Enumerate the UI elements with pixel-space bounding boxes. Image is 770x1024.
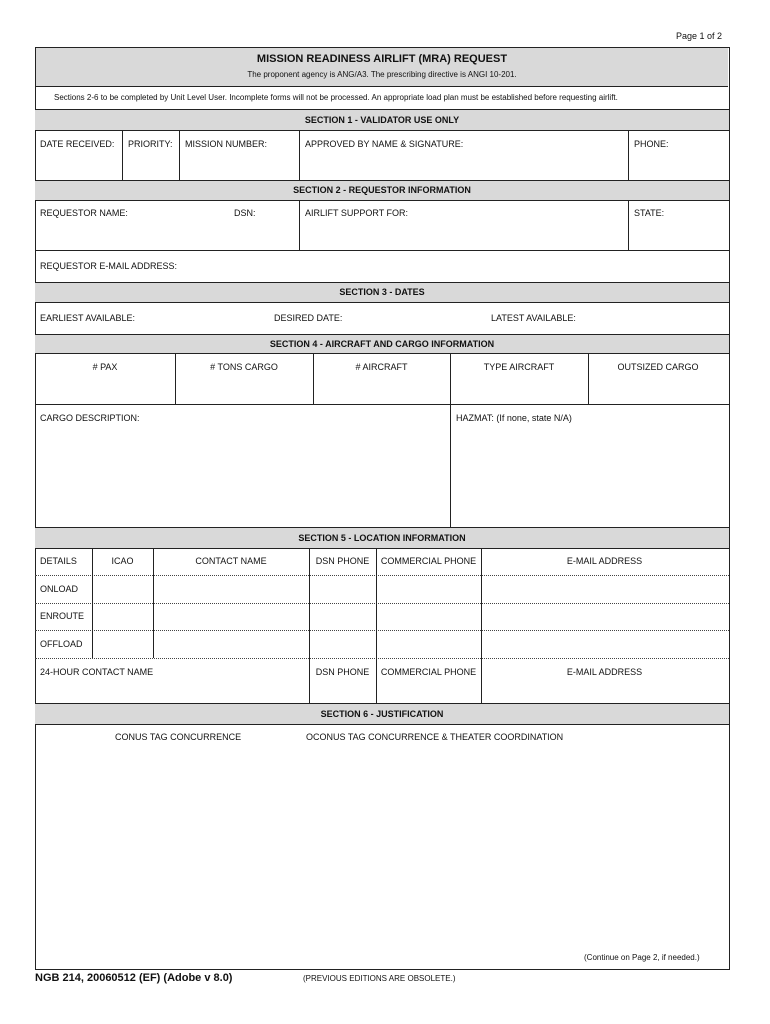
contact-commercial-field[interactable] <box>378 680 483 702</box>
contact-24h-label: 24-HOUR CONTACT NAME <box>40 667 154 677</box>
row-onload-label: ONLOAD <box>40 584 79 594</box>
contact-dsn-field[interactable] <box>311 680 378 702</box>
dsn-field[interactable] <box>232 220 300 248</box>
airlift-support-field[interactable] <box>302 220 630 248</box>
oconus-tag-label: OCONUS TAG CONCURRENCE & THEATER COORDINATION <box>306 732 564 742</box>
contact-dsn-label: DSN PHONE <box>315 667 370 677</box>
section-6-header <box>35 703 729 725</box>
cargo-description-field[interactable] <box>38 428 450 527</box>
hazmat-field[interactable] <box>454 428 728 527</box>
state-field[interactable] <box>631 220 730 248</box>
continue-note: (Continue on Page 2, if needed.) <box>584 953 700 962</box>
onload-commercial-field[interactable] <box>378 578 483 602</box>
enroute-icao-field[interactable] <box>94 606 155 630</box>
requestor-email-field[interactable] <box>180 256 729 280</box>
section-3-header <box>35 282 729 303</box>
earliest-available-field[interactable] <box>140 309 264 329</box>
section-6-title: SECTION 6 - JUSTIFICATION <box>320 709 444 719</box>
dsn-label: DSN: <box>234 208 256 218</box>
contact-24h-field[interactable] <box>38 680 310 702</box>
onload-email-field[interactable] <box>483 578 729 602</box>
col-dsn-phone: DSN PHONE <box>315 556 370 566</box>
desired-date-label: DESIRED DATE: <box>274 313 343 323</box>
section-5-header <box>35 527 729 549</box>
aircraft-count-label: # AIRCRAFT <box>355 362 408 372</box>
date-received-field[interactable] <box>38 152 124 178</box>
date-received-label: DATE RECEIVED: <box>40 139 115 149</box>
form-id: NGB 214, 20060512 (EF) (Adobe v 8.0) <box>35 972 233 984</box>
latest-available-label: LATEST AVAILABLE: <box>491 313 576 323</box>
type-aircraft-field[interactable] <box>453 376 589 402</box>
offload-commercial-field[interactable] <box>378 633 483 657</box>
section-3-title: SECTION 3 - DATES <box>339 287 425 297</box>
col-commercial-phone: COMMERCIAL PHONE <box>380 556 477 566</box>
section-4-header <box>35 334 729 354</box>
offload-contact-field[interactable] <box>155 633 311 657</box>
mission-number-label: MISSION NUMBER: <box>185 139 268 149</box>
onload-icao-field[interactable] <box>94 578 155 602</box>
approved-by-field[interactable] <box>302 152 630 178</box>
hazmat-label: HAZMAT: (If none, state N/A) <box>456 413 572 423</box>
row-offload-label: OFFLOAD <box>40 639 83 649</box>
pax-label: # PAX <box>92 362 118 372</box>
contact-email-field[interactable] <box>483 680 729 702</box>
col-contact-name: CONTACT NAME <box>195 556 267 566</box>
form-subtitle: The proponent agency is ANG/A3. The prescribing directive is ANGI 10-201. <box>247 70 517 79</box>
requestor-name-label: REQUESTOR NAME: <box>40 208 128 218</box>
enroute-commercial-field[interactable] <box>378 606 483 630</box>
tons-cargo-field[interactable] <box>178 376 314 402</box>
col-icao: ICAO <box>111 556 134 566</box>
offload-email-field[interactable] <box>483 633 729 657</box>
onload-dsn-field[interactable] <box>311 578 378 602</box>
contact-commercial-label: COMMERCIAL PHONE <box>380 667 477 677</box>
airlift-support-label: AIRLIFT SUPPORT FOR: <box>305 208 409 218</box>
row-enroute-label: ENROUTE <box>40 611 85 621</box>
obsolete-note: (PREVIOUS EDITIONS ARE OBSOLETE.) <box>303 974 456 983</box>
pax-field[interactable] <box>38 376 176 402</box>
form-instructions: Sections 2-6 to be completed by Unit Level User. Incomplete forms will not be processed. An appropriate load plan must be established before requesting airlift. <box>54 93 618 102</box>
desired-date-field[interactable] <box>345 309 484 329</box>
earliest-available-label: EARLIEST AVAILABLE: <box>40 313 136 323</box>
requestor-email-label: REQUESTOR E-MAIL ADDRESS: <box>40 261 178 271</box>
phone-label: PHONE: <box>634 139 669 149</box>
col-email-address: E-MAIL ADDRESS <box>566 556 643 566</box>
col-details: DETAILS <box>40 556 77 566</box>
section-2-title: SECTION 2 - REQUESTOR INFORMATION <box>293 185 471 195</box>
conus-tag-label: CONUS TAG CONCURRENCE <box>115 732 242 742</box>
tons-cargo-label: # TONS CARGO <box>210 362 278 372</box>
state-label: STATE: <box>634 208 665 218</box>
offload-icao-field[interactable] <box>94 633 155 657</box>
section-4-title: SECTION 4 - AIRCRAFT AND CARGO INFORMATION <box>269 339 495 349</box>
section-5-title: SECTION 5 - LOCATION INFORMATION <box>298 533 466 543</box>
enroute-dsn-field[interactable] <box>311 606 378 630</box>
priority-label: PRIORITY: <box>128 139 173 149</box>
outsized-cargo-field[interactable] <box>591 376 729 402</box>
enroute-contact-field[interactable] <box>155 606 311 630</box>
form-title: MISSION READINESS AIRLIFT (MRA) REQUEST <box>256 53 508 65</box>
contact-email-label: E-MAIL ADDRESS <box>566 667 643 677</box>
form-header <box>36 48 728 87</box>
latest-available-field[interactable] <box>580 309 729 329</box>
type-aircraft-label: TYPE AIRCRAFT <box>483 362 555 372</box>
priority-field[interactable] <box>125 152 181 178</box>
section-1-header <box>35 109 729 131</box>
offload-dsn-field[interactable] <box>311 633 378 657</box>
aircraft-count-field[interactable] <box>316 376 451 402</box>
requestor-name-field[interactable] <box>38 220 232 248</box>
cargo-description-label: CARGO DESCRIPTION: <box>40 413 140 423</box>
outsized-cargo-label: OUTSIZED CARGO <box>617 362 699 372</box>
enroute-email-field[interactable] <box>483 606 729 630</box>
justification-field[interactable] <box>40 750 728 949</box>
mission-number-field[interactable] <box>182 152 301 178</box>
phone-field[interactable] <box>631 152 730 178</box>
section-2-header <box>35 180 729 201</box>
section-1-title: SECTION 1 - VALIDATOR USE ONLY <box>304 115 460 125</box>
page-indicator: Page 1 of 2 <box>676 31 723 41</box>
onload-contact-field[interactable] <box>155 578 311 602</box>
approved-by-label: APPROVED BY NAME & SIGNATURE: <box>305 139 464 149</box>
